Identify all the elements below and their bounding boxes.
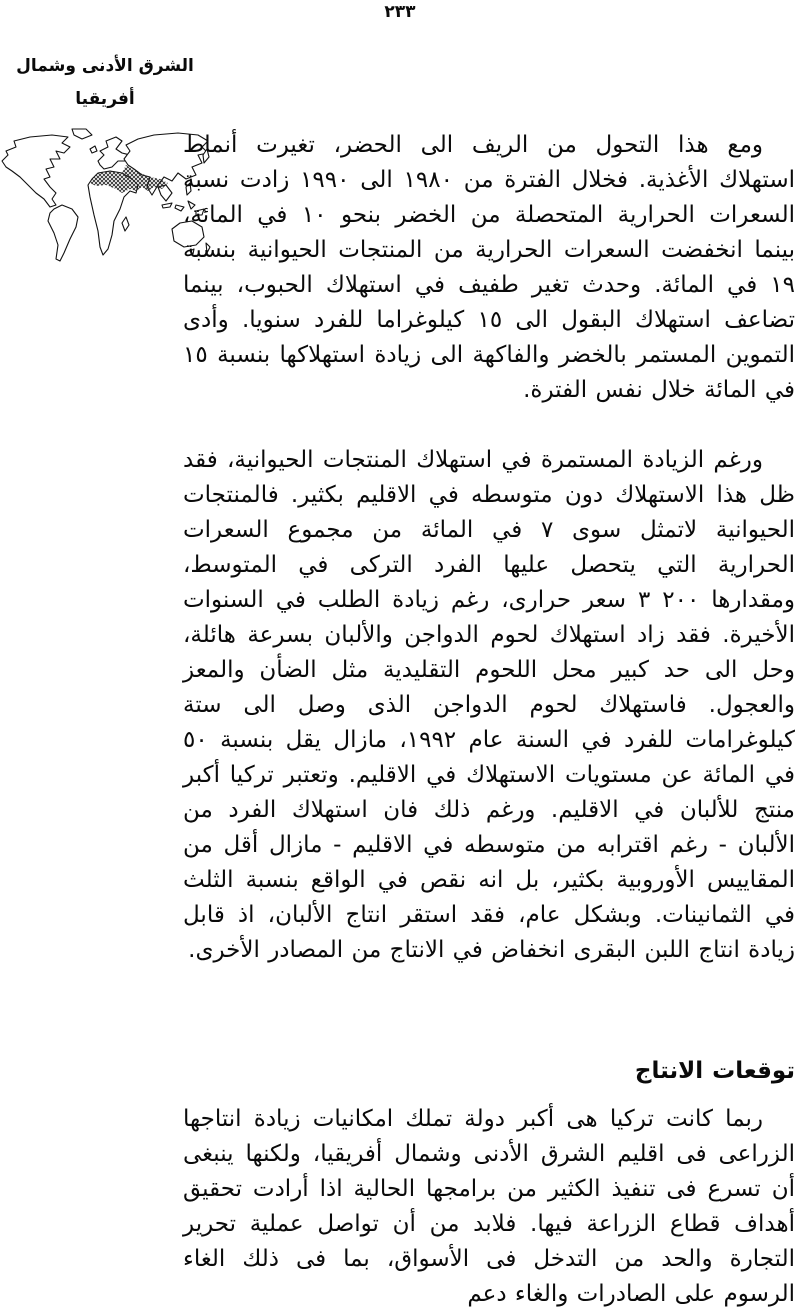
region-label: [6, 56, 204, 109]
section-heading: توقعات الانتاج: [634, 1058, 795, 1084]
page-number: ٢٣٣: [384, 2, 416, 22]
region-label-line2: أفريقيا: [75, 89, 135, 109]
article-text: [183, 128, 795, 1312]
paragraph-consumption-patterns: ومع هذا التحول من الريف الى الحضر، تغيرت أنماط استهلاك الأغذية. فخلال الفترة من ١٩٨٠ الى ١٩٩٠ زادت نسبة السعرات الحرارية المتحصلة من الخضر بنحو ١٠ في المائة، بينما انخفضت السعرات الحرارية من المنتجات الحيوانية بنسبة ١٩ في المائة. وحدث تغير طفيف في استهلاك الحبوب، بينما تضاعف استهلاك البقول الى ١٥ كيلوغراما للفرد سنويا. وأدى التموين المستمر بالخضر والفاكهة الى زيادة استهلاكها بنسبة ١٥ في المائة خلال نفس الفترة.: [183, 132, 795, 403]
world-map-nena-highlighted-icon: [0, 127, 212, 265]
region-label-line1: الشرق الأدنى وشمال: [16, 56, 194, 76]
paragraph-production-outlook: ربما كانت تركيا هى أكبر دولة تملك امكانيات زيادة انتاجها الزراعى فى اقليم الشرق الأدنى وشمال أفريقيا، ولكنها ينبغى أن تسرع فى تنفيذ الكثير من برامجها الحالية اذا أرادت تحقيق أهداف قطاع الزراعة فيها. فلابد من أن تواصل عملية تحرير التجارة والحد من التدخل فى الأسواق، بما فى ذلك الغاء الرسوم على الصادرات والغاء دعم: [183, 1106, 795, 1307]
paragraph-animal-products: ورغم الزيادة المستمرة في استهلاك المنتجات الحيوانية، فقد ظل هذا الاستهلاك دون متوسطه في الاقليم بكثير. فالمنتجات الحيوانية لاتمثل سوى ٧ في المائة من مجموع السعرات الحرارية التي يتحصل عليها الفرد التركى في المتوسط، ومقدارها ٣ ٢٠٠ سعر حرارى، رغم زيادة الطلب في السنوات الأخيرة. فقد زاد استهلاك لحوم الدواجن والألبان بسرعة هائلة، وحل الى حد كبير محل اللحوم التقليدية مثل الضأن والمعز والعجول. فاستهلاك لحوم الدواجن الذى وصل الى ستة كيلوغرامات للفرد في السنة عام ١٩٩٢، مازال يقل بنسبة ٥٠ في المائة عن مستويات الاستهلاك في الاقليم. وتعتبر تركيا أكبر منتج للألبان في الاقليم. ورغم ذلك فان استهلاك الفرد من الألبان - رغم اقترابه من متوسطه في الاقليم - مازال أقل من المقاييس الأوروبية بكثير، بل انه نقص في الواقع بنسبة الثلث في الثمانينات. وبشكل عام، فقد استقر انتاج الألبان، اذ قابل زيادة انتاج اللبن البقرى انخفاض في الانتاج من المصادر الأخرى.: [183, 447, 796, 963]
